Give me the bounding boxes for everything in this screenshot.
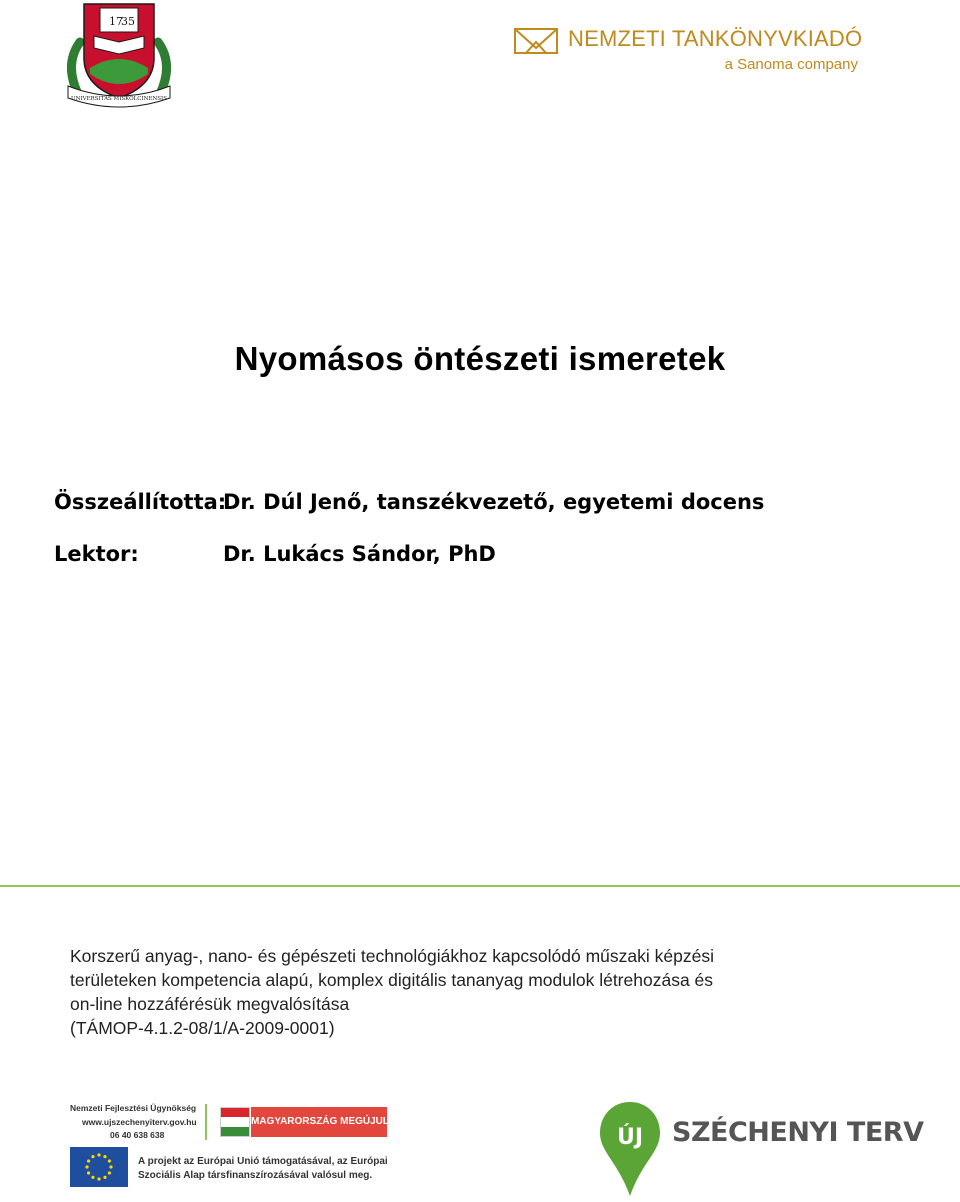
compiled-by-label: Összeállította: xyxy=(54,490,227,514)
crest-year-left: 17 xyxy=(109,15,123,28)
renewal-badge: MAGYARORSZÁG MEGÚJUL xyxy=(251,1107,387,1137)
publisher-tagline: a Sanoma company xyxy=(724,56,858,73)
crest-motto: UNIVERSITAS MISKOLCINENSIS xyxy=(71,96,167,102)
project-line: területeken kompetencia alapú, komplex digitális tananyag modulok létrehozása és xyxy=(70,970,714,990)
szechenyi-pin-text: ÚJ xyxy=(616,1125,644,1150)
agency-name: Nemzeti Fejlesztési Ügynökség xyxy=(70,1103,197,1113)
section-divider xyxy=(0,885,960,887)
hungarian-flag-icon xyxy=(220,1107,250,1137)
lector-value: Dr. Lukács Sándor, PhD xyxy=(223,542,496,566)
szechenyi-pin-icon xyxy=(598,1100,662,1200)
agency-url: www.ujszechenyiterv.gov.hu xyxy=(82,1117,197,1127)
lector-label: Lektor: xyxy=(54,542,139,566)
eu-funding-line-2: Szociális Alap társfinanszírozásával valósul meg. xyxy=(138,1170,373,1181)
publisher-logo xyxy=(514,26,864,78)
university-crest-logo xyxy=(60,2,178,110)
agency-phone: 06 40 638 638 xyxy=(110,1130,165,1140)
project-code: (TÁMOP-4.1.2-08/1/A-2009-0001) xyxy=(70,1018,335,1038)
publisher-book-icon xyxy=(514,28,558,54)
eu-flag-icon xyxy=(70,1147,128,1187)
compiled-by-value: Dr. Dúl Jenő, tanszékvezető, egyetemi docens xyxy=(223,490,765,514)
project-line: on-line hozzáférésük megvalósítása xyxy=(70,994,350,1014)
eu-funding-line-1: A projekt az Európai Unió támogatásával, az Európai xyxy=(138,1156,388,1167)
publisher-name: NEMZETI TANKÖNYVKIADÓ xyxy=(568,26,863,51)
crest-year-right: 35 xyxy=(121,15,135,28)
szechenyi-plan-name: SZÉCHENYI TERV xyxy=(672,1117,924,1148)
project-line: Korszerű anyag-, nano- és gépészeti technológiákhoz kapcsolódó műszaki képzési xyxy=(70,946,714,966)
project-description xyxy=(70,944,790,1040)
document-title: Nyomásos öntészeti ismeretek xyxy=(234,340,726,377)
agency-separator xyxy=(205,1104,207,1140)
